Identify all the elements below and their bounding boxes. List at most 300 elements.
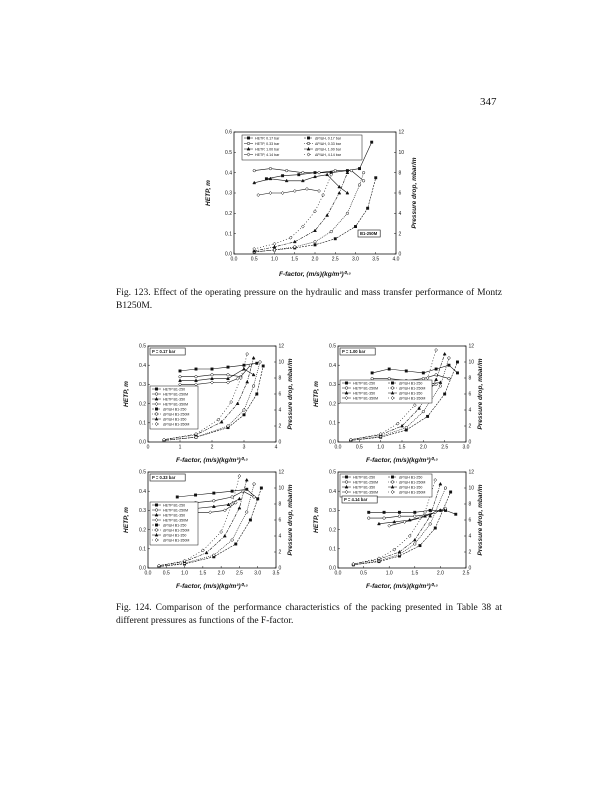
- series-group: [253, 173, 349, 194]
- legend-label: HETP B1-350: [163, 397, 186, 402]
- data-point: [456, 372, 458, 374]
- y2-tick-label: 6: [398, 190, 402, 197]
- data-point: [414, 543, 417, 546]
- y-tick-label: 0.5: [329, 343, 336, 350]
- y2-axis-label: Pressure drop, mbar/m: [287, 484, 294, 556]
- series-group: [253, 173, 333, 250]
- y-tick-label: 0.1: [225, 231, 232, 238]
- data-point: [220, 530, 223, 533]
- legend-label: ΔP/ΔH B1-250: [399, 381, 423, 386]
- y2-tick-label: 8: [468, 501, 472, 508]
- legend-label: HETP B1-350M: [163, 402, 189, 407]
- x-axis-label: F-factor, (m/s)(kg/m³)⁰·⁵: [175, 583, 249, 590]
- data-point: [298, 174, 300, 176]
- legend-label: HETP B1-350: [353, 485, 376, 490]
- legend-label: HETP B1-250M: [353, 480, 379, 485]
- data-point: [245, 478, 248, 481]
- x-tick-label: 4: [274, 444, 278, 451]
- y2-tick-label: 10: [468, 485, 475, 492]
- y-tick-label: 0.2: [329, 401, 336, 408]
- data-point: [426, 415, 428, 417]
- data-point: [398, 553, 401, 556]
- y2-tick-label: 12: [278, 343, 285, 350]
- y2-axis-label: Pressure drop, mbar/m: [477, 484, 484, 556]
- legend-marker: [345, 476, 347, 478]
- x-axis-label: F-factor, (m/s)(kg/m³)⁰·⁵: [365, 583, 439, 590]
- data-point: [253, 483, 256, 486]
- data-point: [213, 554, 216, 557]
- data-point: [398, 511, 400, 513]
- data-point: [252, 373, 255, 376]
- legend-marker: [155, 529, 158, 532]
- y-tick-label: 0.1: [139, 420, 146, 427]
- data-point: [195, 375, 198, 378]
- y2-tick-label: 6: [468, 517, 472, 524]
- data-point: [246, 488, 248, 490]
- x-tick-label: 0.5: [360, 570, 368, 577]
- legend-label: HETP B1-350: [163, 513, 186, 518]
- y2-tick-label: 10: [468, 359, 475, 366]
- data-point: [176, 496, 178, 498]
- data-point: [257, 193, 260, 196]
- x-tick-label: 3.0: [352, 256, 359, 263]
- data-point: [358, 184, 361, 187]
- legend-label: HETP B1-350M: [163, 518, 189, 523]
- x-tick-label: 2.5: [235, 570, 243, 577]
- data-point: [302, 171, 305, 174]
- data-point: [455, 513, 457, 515]
- legend: [340, 380, 432, 403]
- legend-label: HETP B1-250: [353, 475, 376, 480]
- data-point: [253, 496, 256, 499]
- x-tick-label: 3.5: [272, 570, 280, 577]
- data-point: [230, 400, 233, 403]
- legend-marker: [391, 387, 394, 390]
- data-point: [383, 511, 385, 513]
- series-line: [254, 175, 331, 249]
- y2-tick-label: 4: [278, 533, 282, 540]
- data-point: [354, 225, 356, 227]
- data-point: [322, 193, 325, 196]
- data-point: [209, 511, 212, 514]
- y2-tick-label: 8: [278, 501, 282, 508]
- legend-label: ΔP/ΔH B1-350: [163, 533, 187, 538]
- data-point: [246, 352, 249, 355]
- data-point: [205, 551, 208, 554]
- legend-label: ΔP/ΔH B1-250: [163, 523, 187, 528]
- data-point: [434, 511, 437, 514]
- legend-marker: [155, 388, 157, 390]
- y-tick-label: 0.5: [225, 150, 232, 157]
- data-point: [293, 189, 296, 192]
- legend-marker: [247, 142, 250, 145]
- x-tick-label: 2.5: [462, 570, 470, 577]
- data-point: [408, 534, 411, 537]
- y-tick-label: 0.1: [139, 546, 146, 553]
- data-point: [371, 141, 373, 143]
- legend-label: ΔP/ΔH B1-250M: [163, 412, 190, 417]
- data-point: [429, 509, 431, 511]
- legend-marker: [345, 481, 348, 484]
- x-tick-label: 1.0: [271, 256, 278, 263]
- legend-label: ΔP/ΔH B1-350M: [399, 396, 426, 401]
- data-point: [435, 348, 438, 351]
- data-point: [435, 368, 437, 370]
- y2-tick-label: 4: [468, 533, 472, 540]
- data-point: [388, 377, 391, 380]
- y2-tick-label: 0: [398, 251, 402, 258]
- x-tick-label: 1: [178, 444, 182, 451]
- x-tick-label: 3.0: [462, 444, 470, 451]
- data-point: [269, 191, 272, 194]
- data-point: [330, 230, 333, 233]
- legend-label: ΔP/ΔH B1-250M: [399, 386, 426, 391]
- x-tick-label: 0.5: [250, 256, 258, 263]
- legend-label: HETP B1-250: [353, 381, 376, 386]
- y2-tick-label: 12: [468, 469, 475, 476]
- condition-tag: P = 4.14 bar: [344, 497, 368, 502]
- legend-marker: [155, 413, 158, 416]
- x-tick-label: 0.0: [334, 444, 342, 451]
- y2-tick-label: 8: [468, 375, 472, 382]
- data-point: [238, 474, 241, 477]
- series-group: [368, 509, 457, 515]
- data-point: [439, 482, 442, 485]
- y2-tick-label: 4: [398, 211, 402, 218]
- data-point: [223, 509, 226, 512]
- y2-tick-label: 10: [398, 150, 405, 157]
- y2-tick-label: 2: [278, 549, 282, 556]
- data-point: [227, 366, 229, 368]
- data-point: [405, 370, 407, 372]
- legend-marker: [155, 509, 158, 512]
- data-point: [419, 544, 421, 546]
- legend-marker: [155, 524, 157, 526]
- series-line: [389, 509, 445, 526]
- y-tick-label: 0.2: [139, 401, 146, 408]
- x-tick-label: 2: [210, 444, 214, 451]
- legend: [150, 502, 198, 545]
- legend-label: ΔP/ΔH B1-350M: [163, 538, 190, 543]
- data-point: [439, 385, 442, 388]
- data-point: [223, 534, 226, 537]
- x-tick-label: 2.0: [217, 570, 225, 577]
- x-axis-label: F-factor, (m/s)(kg/m³)⁰·⁵: [278, 271, 352, 278]
- data-point: [443, 393, 445, 395]
- data-point: [273, 242, 276, 245]
- data-point: [414, 515, 417, 518]
- legend-label: ΔP/ΔH B1-250: [163, 407, 187, 412]
- figure-123-chart: [196, 126, 424, 278]
- legend-marker: [307, 142, 310, 145]
- y-tick-label: 0.1: [329, 546, 336, 553]
- data-point: [338, 191, 341, 194]
- figure-124a-chart: [118, 340, 300, 464]
- series-group: [257, 187, 321, 196]
- legend-label: ΔP/ΔH B1-350: [163, 417, 187, 422]
- y-axis-label: HETP, m: [313, 381, 320, 407]
- y-tick-label: 0.3: [329, 382, 336, 389]
- data-point: [434, 478, 437, 481]
- y-tick-label: 0.0: [329, 565, 336, 572]
- data-point: [259, 361, 262, 364]
- legend-marker: [345, 387, 348, 390]
- legend-marker: [307, 137, 309, 139]
- data-point: [350, 169, 353, 172]
- y-tick-label: 0.2: [139, 527, 146, 534]
- data-point: [449, 491, 451, 493]
- data-point: [231, 490, 233, 492]
- legend-marker: [391, 382, 393, 384]
- y2-tick-label: 10: [278, 359, 285, 366]
- figure-123-caption: Fig. 123. Effect of the operating pressure on the hydraulic and mass transfer performance of Montz B1250M.: [116, 288, 502, 311]
- y-tick-label: 0.5: [329, 469, 336, 476]
- y-tick-label: 0.5: [139, 469, 146, 476]
- y2-tick-label: 2: [468, 549, 472, 556]
- condition-tag: B1-250M: [360, 231, 378, 236]
- figure-124b-chart: [308, 340, 490, 464]
- x-tick-label: 1.5: [411, 570, 419, 577]
- data-point: [249, 364, 252, 367]
- data-point: [334, 169, 337, 172]
- x-tick-label: 1.5: [199, 570, 207, 577]
- data-point: [314, 241, 317, 244]
- data-point: [448, 364, 450, 366]
- legend-label: HETP B1-350: [353, 391, 376, 396]
- y-tick-label: 0.0: [225, 251, 232, 258]
- legend-label: ΔP/ΔH, 4.14 bar: [315, 152, 341, 157]
- data-point: [388, 368, 390, 370]
- y2-tick-label: 2: [398, 231, 402, 238]
- data-point: [435, 374, 438, 377]
- y-tick-label: 0.4: [139, 488, 146, 495]
- y-tick-label: 0.2: [225, 211, 232, 218]
- data-point: [448, 357, 451, 360]
- y-tick-label: 0.4: [329, 488, 336, 495]
- x-tick-label: 0.0: [230, 256, 238, 263]
- figure-124c-chart: [118, 466, 300, 590]
- y-tick-label: 0.4: [225, 170, 232, 177]
- data-point: [252, 356, 255, 359]
- data-point: [236, 402, 239, 405]
- legend-label: HETP B1-350M: [353, 490, 379, 495]
- data-point: [429, 523, 432, 526]
- data-point: [375, 177, 377, 179]
- x-tick-label: 0.5: [162, 570, 170, 577]
- data-point: [362, 180, 365, 183]
- legend-label: HETP B1-250M: [163, 508, 189, 513]
- x-tick-label: 1.5: [398, 444, 406, 451]
- x-tick-label: 2.0: [419, 444, 427, 451]
- data-point: [179, 370, 181, 372]
- data-point: [326, 214, 329, 217]
- data-point: [195, 436, 198, 439]
- legend-marker: [247, 137, 249, 139]
- legend-label: HETP B1-250M: [353, 386, 379, 391]
- y-tick-label: 0.2: [329, 527, 336, 534]
- data-point: [252, 385, 255, 388]
- figure-124d-chart: [308, 466, 490, 590]
- data-point: [414, 511, 416, 513]
- legend-label: HETP, 0.17 bar: [255, 136, 280, 141]
- data-point: [227, 425, 230, 428]
- data-point: [262, 365, 264, 367]
- data-point: [194, 494, 196, 496]
- y2-tick-label: 0: [278, 439, 282, 446]
- x-tick-label: 2.5: [331, 256, 339, 263]
- y-tick-label: 0.1: [329, 420, 336, 427]
- data-point: [346, 212, 349, 215]
- y-tick-label: 0.6: [225, 129, 232, 136]
- data-point: [293, 246, 296, 249]
- x-tick-label: 3: [242, 444, 246, 451]
- legend-label: HETP B1-250: [163, 503, 186, 508]
- data-point: [195, 383, 198, 386]
- data-point: [243, 367, 246, 370]
- legend-label: HETP, 0.33 bar: [255, 141, 280, 146]
- data-point: [243, 364, 245, 366]
- legend-label: HETP B1-250M: [163, 392, 189, 397]
- x-tick-label: 1.0: [385, 570, 393, 577]
- x-tick-label: 2.5: [441, 444, 449, 451]
- x-axis-label: F-factor, (m/s)(kg/m³)⁰·⁵: [365, 457, 439, 464]
- series-group: [377, 509, 441, 525]
- legend-label: ΔP/ΔH B1-250M: [163, 528, 190, 533]
- data-point: [236, 377, 239, 380]
- legend-label: HETP B1-250: [163, 387, 186, 392]
- y2-tick-label: 6: [468, 391, 472, 398]
- y-tick-label: 0.0: [139, 565, 146, 572]
- data-point: [281, 175, 283, 177]
- x-tick-label: 0.5: [355, 444, 363, 451]
- x-axis-label: F-factor, (m/s)(kg/m³)⁰·⁵: [175, 457, 249, 464]
- condition-tag: P = 0.17 bar: [152, 349, 176, 354]
- data-point: [213, 500, 216, 503]
- series-line: [177, 489, 257, 499]
- x-tick-label: 4.0: [392, 256, 400, 263]
- data-point: [318, 189, 321, 192]
- x-tick-label: 3.0: [254, 570, 262, 577]
- data-point: [383, 517, 386, 520]
- y-tick-label: 0.5: [139, 343, 146, 350]
- y2-tick-label: 4: [278, 407, 282, 414]
- legend-marker: [155, 504, 157, 506]
- legend-label: ΔP/ΔH B1-350M: [399, 490, 426, 495]
- data-point: [249, 519, 251, 521]
- data-point: [243, 414, 245, 416]
- y2-tick-label: 0: [278, 565, 282, 572]
- y2-axis-label: Pressure drop, mbar/m: [477, 358, 484, 430]
- data-point: [285, 169, 288, 172]
- y2-tick-label: 0: [468, 439, 472, 446]
- series-line: [254, 175, 347, 193]
- y2-tick-label: 10: [278, 485, 285, 492]
- data-point: [301, 225, 304, 228]
- legend-label: ΔP/ΔH B1-250: [399, 475, 423, 480]
- y2-tick-label: 12: [398, 129, 405, 136]
- legend-label: ΔP/ΔH B1-250M: [399, 480, 426, 485]
- x-tick-label: 1.0: [377, 444, 385, 451]
- data-point: [318, 171, 321, 174]
- data-point: [256, 393, 258, 395]
- x-tick-label: 2.0: [436, 570, 444, 577]
- data-point: [245, 511, 248, 514]
- data-point: [422, 410, 425, 413]
- data-point: [179, 383, 182, 386]
- data-point: [179, 375, 182, 378]
- series-group: [253, 171, 365, 253]
- y-axis-label: HETP, m: [123, 507, 130, 533]
- data-point: [434, 527, 436, 529]
- data-point: [358, 167, 360, 169]
- y-tick-label: 0.0: [139, 439, 146, 446]
- y2-tick-label: 6: [278, 391, 282, 398]
- data-point: [238, 506, 241, 509]
- y-tick-label: 0.3: [139, 382, 146, 389]
- page-number: 347: [480, 96, 497, 108]
- data-point: [246, 380, 249, 383]
- x-tick-label: 2.0: [311, 256, 319, 263]
- data-point: [253, 169, 256, 172]
- data-point: [269, 167, 272, 170]
- series-line: [254, 173, 347, 251]
- legend-label: ΔP/ΔH B1-350: [399, 485, 423, 490]
- x-tick-label: 1.5: [291, 256, 299, 263]
- data-point: [213, 492, 215, 494]
- data-point: [305, 187, 308, 190]
- condition-tag: P = 1.00 bar: [342, 349, 366, 354]
- legend: [340, 474, 432, 497]
- legend-label: HETP B1-350M: [353, 396, 379, 401]
- data-point: [346, 191, 349, 194]
- data-point: [253, 247, 256, 250]
- y2-tick-label: 12: [278, 469, 285, 476]
- legend-label: ΔP/ΔH B1-350: [399, 391, 423, 396]
- x-tick-label: 0: [146, 444, 150, 451]
- data-point: [238, 497, 241, 500]
- data-point: [448, 377, 451, 380]
- x-tick-label: 1.0: [181, 570, 189, 577]
- legend-label: HETP, 1.00 bar: [255, 147, 280, 152]
- data-point: [371, 372, 373, 374]
- legend-marker: [391, 476, 393, 478]
- legend-label: ΔP/ΔH B1-350M: [163, 422, 190, 427]
- legend-label: ΔP/ΔH, 0.17 bar: [315, 136, 341, 141]
- data-point: [422, 377, 425, 380]
- legend-marker: [155, 408, 157, 410]
- data-point: [231, 539, 234, 542]
- data-point: [211, 374, 214, 377]
- data-point: [227, 381, 230, 384]
- series-group: [371, 364, 459, 374]
- y-tick-label: 0.4: [139, 362, 146, 369]
- data-point: [443, 352, 446, 355]
- data-point: [243, 409, 246, 412]
- data-point: [405, 429, 407, 431]
- data-point: [273, 249, 276, 252]
- y2-tick-label: 2: [468, 423, 472, 430]
- data-point: [227, 374, 230, 377]
- legend-marker: [345, 382, 347, 384]
- y2-axis-label: Pressure drop, mbar/m: [411, 157, 418, 229]
- data-point: [231, 496, 234, 499]
- y-tick-label: 0.0: [329, 439, 336, 446]
- y-tick-label: 0.3: [139, 508, 146, 515]
- data-point: [371, 377, 374, 380]
- data-point: [444, 487, 447, 490]
- data-point: [422, 372, 424, 374]
- legend-marker: [391, 481, 394, 484]
